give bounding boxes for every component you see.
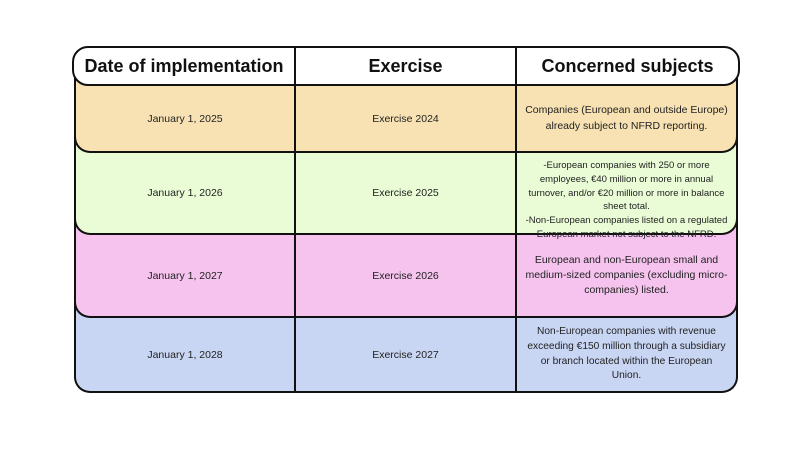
exercise-cell: Exercise 2026 xyxy=(296,235,517,316)
date-cell: January 1, 2027 xyxy=(76,235,296,316)
exercise-cell: Exercise 2025 xyxy=(296,153,517,233)
header-date-of-implementation: Date of implementation xyxy=(74,48,296,84)
exercise-cell: Exercise 2024 xyxy=(296,86,517,151)
date-cell: January 1, 2026 xyxy=(76,153,296,233)
subjects-cell xyxy=(517,318,736,391)
subjects-text: -Non-European companies listed on a regulated European market not subject to the NFRD. xyxy=(525,215,728,240)
subjects-text: Non-European companies with revenue exceeding €150 million through a subsidiary or branch located within the European Union. xyxy=(527,325,726,382)
date-cell: January 1, 2025 xyxy=(76,86,296,151)
subjects-cell xyxy=(517,153,736,240)
header-exercise: Exercise xyxy=(296,48,517,84)
implementation-timeline-table xyxy=(72,46,740,393)
table-header xyxy=(72,46,740,86)
subjects-text: European and non-European small and medium-sized companies (excluding micro-companies) listed. xyxy=(525,253,728,297)
subjects-text: -European companies with 250 or more employees, €40 million or more in annual turnover, and/or €20 million or more in balance sheet total. xyxy=(528,160,725,213)
subjects-cell xyxy=(517,235,736,316)
header-concerned-subjects: Concerned subjects xyxy=(541,55,714,76)
subjects-text: Companies (European and outside Europe) already subject to NFRD reporting. xyxy=(525,104,728,132)
subjects-cell xyxy=(517,86,736,151)
exercise-cell: Exercise 2027 xyxy=(296,318,517,391)
date-cell: January 1, 2028 xyxy=(76,318,296,391)
